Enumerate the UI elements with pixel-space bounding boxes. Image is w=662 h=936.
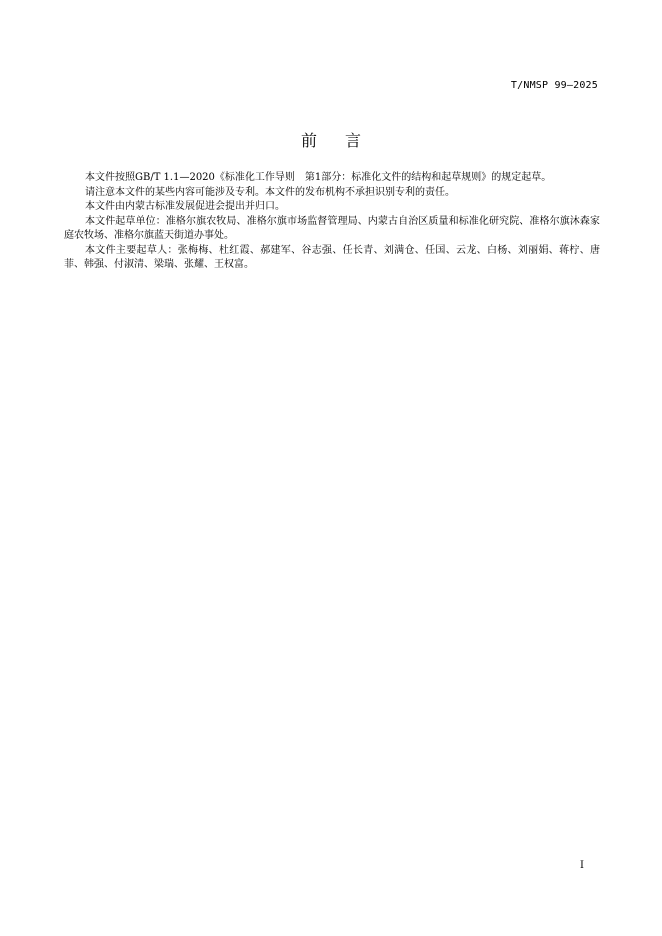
paragraph-proposer: 本文件由内蒙古标准发展促进会提出并归口。 xyxy=(85,201,285,212)
paragraph-drafting-basis: 本文件按照GB/T 1.1—2020《标准化工作导则 第1部分：标准化文件的结构和起草规则》的规定起草。 xyxy=(85,172,552,183)
page-title: 前言 xyxy=(300,131,389,150)
foreword-body xyxy=(64,171,600,273)
paragraph-drafters: 本文件主要起草人：张梅梅、杜红霞、郝建军、谷志强、任长青、刘满仓、任国、云龙、白杨、刘丽娟、蒋柠、唐菲、韩强、付淑清、梁瑞、张耀、王权富。 xyxy=(64,244,600,270)
paragraph-drafting-units: 本文件起草单位：准格尔旗农牧局、准格尔旗市场监督管理局、内蒙古自治区质量和标准化研究院、准格尔旗沐森家庭农牧场、准格尔旗蓝天街道办事处。 xyxy=(64,215,600,241)
paragraph-patent-notice: 请注意本文件的某些内容可能涉及专利。本文件的发布机构不承担识别专利的责任。 xyxy=(85,186,455,198)
document-code: T/NMSP 99—2025 xyxy=(510,80,598,91)
page-number: I xyxy=(580,860,584,871)
